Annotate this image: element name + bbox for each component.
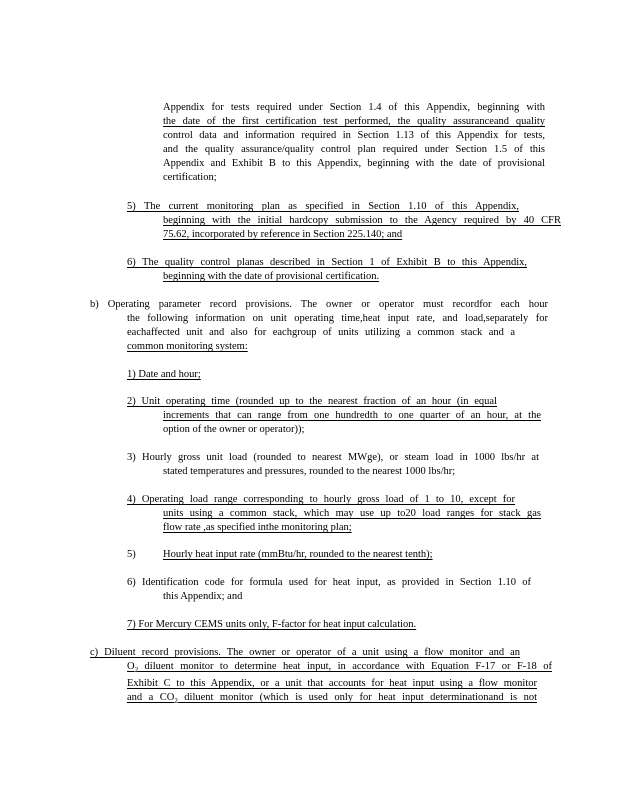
list-item-b1: [127, 368, 235, 382]
text-line: eachaffected unit and also for eachgroup of units utilizing a common stack and a: [127, 327, 515, 338]
subscript: 2: [134, 666, 139, 675]
text-line: 7) For Mercury CEMS units only, F-factor for heat input calculation.: [127, 619, 417, 630]
text-line: 4) Operating load range corresponding to hourly gross load of 1 to 10, except for: [127, 494, 515, 505]
text-line: certification;: [163, 172, 217, 183]
text-line: increments that can range from one hundredth to one quarter of an hour, at the: [163, 410, 541, 421]
list-item-b5: [127, 548, 527, 562]
text-line: 75.62, incorporated by reference in Section 225.140; and: [163, 229, 403, 240]
text-line: b) Operating parameter record provisions. The owner or operator must recordfor each hour: [90, 299, 548, 310]
list-item-5: [127, 200, 561, 242]
text-line: 6) Identification code for formula used for heat input, as provided in Section 1.10 of: [127, 577, 531, 588]
text-line: the following information on unit operating time,heat input rate, and load,separately for: [127, 313, 548, 324]
text-line: common monitoring system:: [127, 341, 248, 352]
text-line: and the quality assurance/quality control plan required under Section 1.5 of this: [163, 144, 545, 155]
text-line: 3) Hourly gross unit load (rounded to nearest MWge), or steam load in 1000 lbs/hr at: [127, 452, 539, 463]
paragraph-b: [90, 298, 548, 354]
text-line: control data and information required in Section 1.13 of this Appendix for tests,: [163, 130, 545, 141]
text-line: Hourly heat input rate (mmBtu/hr, rounded to the nearest tenth);: [163, 549, 433, 560]
text-line: Appendix and Exhibit B to this Appendix, beginning with the date of provisional: [163, 158, 545, 169]
text-line: Exhibit C to this Appendix, or a unit that accounts for heat input using a flow monitor: [127, 678, 537, 690]
text-line: units using a common stack, which may use up to20 load ranges for stack gas: [163, 508, 541, 519]
text-fragment: and a CO: [127, 692, 175, 704]
text-line: [127, 691, 537, 708]
text-line: this Appendix; and: [163, 591, 243, 602]
text-line: 5) The current monitoring plan as specified in Section 1.10 of this Appendix,: [127, 201, 519, 212]
text-line: the date of the first certification test performed, the quality assuranceand quality: [163, 116, 545, 127]
text-fragment: O: [127, 661, 135, 672]
list-item-b4: [127, 493, 541, 535]
text-line: beginning with the initial hardcopy submission to the Agency required by 40 CFR: [163, 215, 561, 226]
subscript: 2: [174, 697, 178, 706]
text-line: flow rate ,as specified inthe monitoring plan;: [163, 522, 352, 533]
paragraph-c: [90, 646, 552, 708]
list-item-b7: [127, 618, 467, 632]
text-line: stated temperatures and pressures, rounded to the nearest 1000 lbs/hr;: [163, 466, 456, 477]
text-line: c) Diluent record provisions. The owner or operator of a unit using a flow monitor and an: [90, 647, 520, 658]
item-number: 5): [127, 549, 136, 560]
text-line: Appendix for tests required under Section 1.4 of this Appendix, beginning with: [163, 102, 545, 113]
text-line: 6) The quality control planas described in Section 1 of Exhibit B to this Appendix,: [127, 257, 527, 268]
text-fragment: diluent monitor (which is used only for heat input determinationand is not: [177, 692, 537, 704]
continuation-paragraph: [163, 101, 545, 185]
text-fragment: diluent monitor to determine heat input, in accordance with Equation F-17 or F-18 of: [138, 661, 552, 672]
text-line: [127, 660, 552, 677]
text-line: 2) Unit operating time (rounded up to the nearest fraction of an hour (in equal: [127, 396, 497, 407]
text-line: 1) Date and hour;: [127, 369, 201, 380]
text-line: option of the owner or operator));: [163, 424, 305, 435]
list-item-b3: [127, 451, 539, 479]
list-item-b6: [127, 576, 531, 604]
text-line: beginning with the date of provisional certification.: [163, 271, 380, 282]
list-item-b2: [127, 395, 541, 437]
list-item-6: [127, 256, 527, 284]
